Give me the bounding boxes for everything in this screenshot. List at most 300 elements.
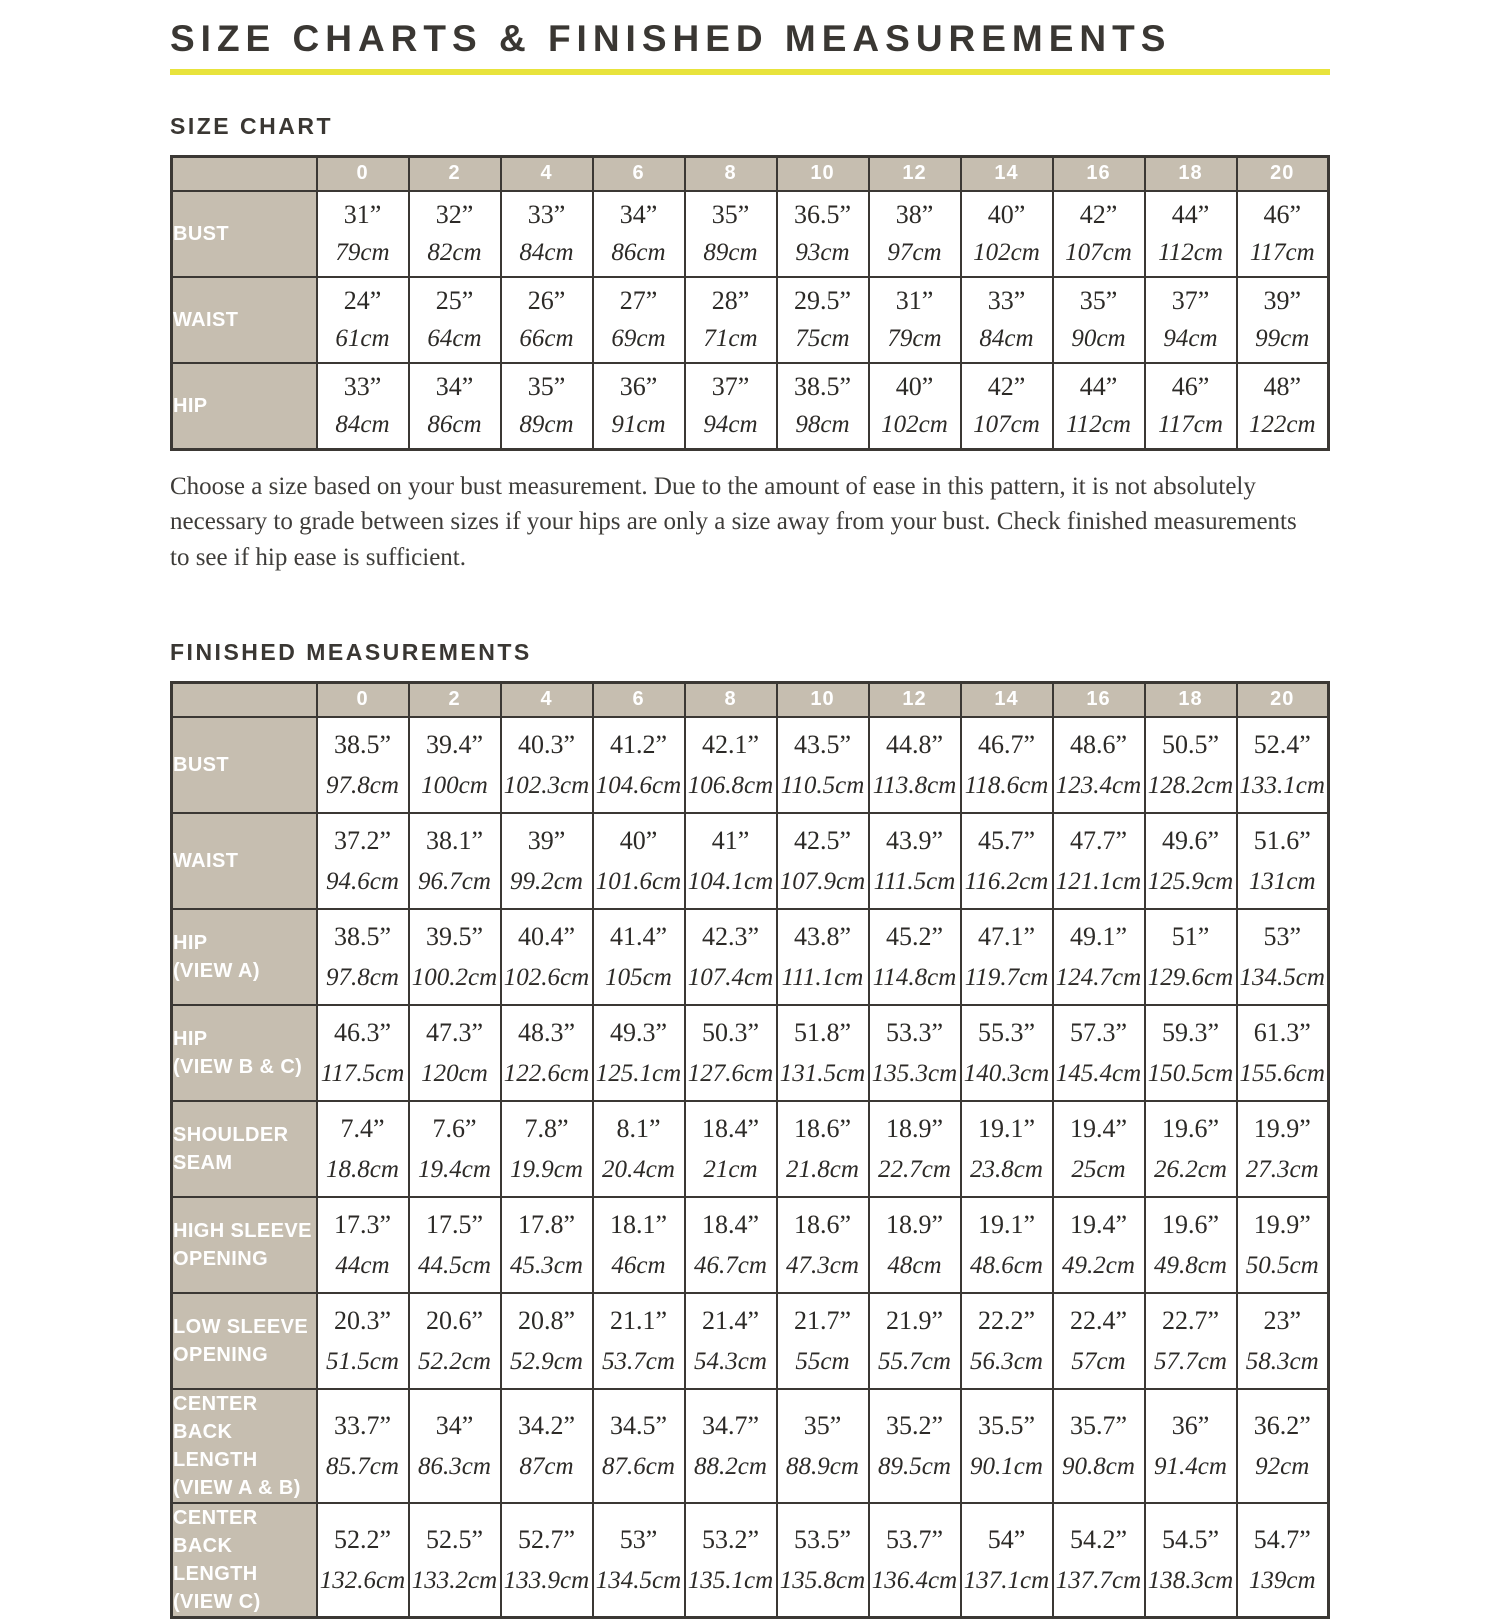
measurement-cell	[685, 1005, 777, 1101]
value-cm: 86.3cm	[418, 1452, 491, 1480]
measurement-cell	[501, 909, 593, 1005]
value-inches: 49.1”	[1069, 921, 1128, 951]
value-inches: 45.7”	[977, 825, 1036, 855]
value-cm: 91.4cm	[1154, 1452, 1227, 1480]
measurement-cell	[961, 1005, 1053, 1101]
value-inches: 19.1”	[977, 1113, 1036, 1143]
value-inches: 40”	[987, 200, 1026, 230]
value-inches: 17.8”	[517, 1209, 576, 1239]
value-inches: 35”	[803, 1410, 842, 1440]
size-header-cell: 10	[777, 157, 869, 191]
measurement-cell	[409, 277, 501, 363]
size-header-cell: 6	[593, 157, 685, 191]
measurement-cell	[961, 1389, 1053, 1503]
value-inches: 48.6”	[1069, 729, 1128, 759]
value-inches: 22.7”	[1161, 1305, 1220, 1335]
value-inches: 39.4”	[425, 729, 484, 759]
value-inches: 19.1”	[977, 1209, 1036, 1239]
value-cm: 21cm	[703, 1155, 758, 1183]
measurement-cell	[1237, 813, 1329, 909]
row-label: HIP	[172, 363, 317, 450]
value-inches: 53.2”	[701, 1524, 760, 1554]
value-cm: 46.7cm	[694, 1251, 767, 1279]
measurement-cell	[777, 1503, 869, 1618]
value-inches: 59.3”	[1161, 1017, 1220, 1047]
value-cm: 55cm	[795, 1347, 850, 1375]
value-cm: 102.6cm	[503, 963, 590, 991]
value-cm: 44.5cm	[418, 1251, 491, 1279]
value-cm: 138.3cm	[1147, 1566, 1234, 1594]
finished-measurements-table-grid	[170, 681, 1330, 1619]
value-inches: 32”	[435, 200, 474, 230]
value-cm: 150.5cm	[1147, 1059, 1234, 1087]
value-cm: 87cm	[519, 1452, 574, 1480]
size-header-cell: 4	[501, 683, 593, 717]
measurement-cell	[501, 717, 593, 813]
measurement-cell	[869, 1389, 961, 1503]
value-inches: 37.2”	[333, 825, 392, 855]
value-inches: 28”	[711, 286, 750, 316]
value-inches: 18.1”	[609, 1209, 668, 1239]
value-inches: 50.5”	[1161, 729, 1220, 759]
value-inches: 33.7”	[333, 1410, 392, 1440]
size-header-cell: 20	[1237, 683, 1329, 717]
value-cm: 121.1cm	[1055, 867, 1142, 895]
size-chart-heading: SIZE CHART	[170, 113, 333, 139]
measurement-cell	[1237, 1389, 1329, 1503]
size-header-cell: 10	[777, 683, 869, 717]
row-label: LOW SLEEVE OPENING	[172, 1293, 317, 1389]
value-inches: 20.6”	[425, 1305, 484, 1335]
table-row	[172, 1389, 1329, 1503]
measurement-cell	[317, 1005, 409, 1101]
size-header-cell: 12	[869, 683, 961, 717]
measurement-cell	[593, 1503, 685, 1618]
value-cm: 57cm	[1071, 1347, 1126, 1375]
value-cm: 90.8cm	[1062, 1452, 1135, 1480]
measurement-cell	[409, 1101, 501, 1197]
measurement-cell	[1145, 813, 1237, 909]
measurement-cell	[685, 909, 777, 1005]
value-cm: 112cm	[1158, 238, 1223, 266]
value-cm: 155.6cm	[1239, 1059, 1325, 1087]
value-cm: 69cm	[611, 324, 666, 352]
value-cm: 20.4cm	[602, 1155, 675, 1183]
value-inches: 31”	[343, 200, 382, 230]
value-cm: 134.5cm	[1239, 963, 1325, 991]
table-row	[172, 1197, 1329, 1293]
value-inches: 31”	[895, 286, 934, 316]
value-inches: 35”	[527, 372, 566, 402]
value-cm: 89cm	[519, 410, 574, 438]
value-inches: 54”	[987, 1524, 1026, 1554]
value-inches: 35”	[1079, 286, 1118, 316]
value-cm: 99cm	[1255, 324, 1310, 352]
measurement-cell	[1145, 1197, 1237, 1293]
size-header-cell: 18	[1145, 157, 1237, 191]
value-inches: 7.6”	[432, 1113, 477, 1143]
value-inches: 34.2”	[517, 1410, 576, 1440]
value-inches: 24”	[343, 286, 382, 316]
value-cm: 58.3cm	[1245, 1347, 1319, 1375]
value-cm: 79cm	[887, 324, 942, 352]
value-cm: 22.7cm	[878, 1155, 951, 1183]
measurement-cell	[1053, 1503, 1145, 1618]
value-inches: 49.6”	[1161, 825, 1220, 855]
value-inches: 48.3”	[517, 1017, 576, 1047]
size-header-cell: 8	[685, 683, 777, 717]
value-cm: 97.8cm	[326, 963, 399, 991]
value-cm: 110.5cm	[780, 771, 865, 799]
value-inches: 38.5”	[333, 729, 392, 759]
table-row	[172, 1293, 1329, 1389]
value-cm: 84cm	[519, 238, 574, 266]
value-inches: 36.2”	[1253, 1410, 1311, 1440]
value-inches: 35.7”	[1069, 1410, 1128, 1440]
value-cm: 134.5cm	[595, 1566, 682, 1594]
measurement-cell	[777, 1389, 869, 1503]
value-cm: 94.6cm	[326, 867, 399, 895]
row-label: CENTER BACK LENGTH (VIEW A & B)	[172, 1389, 317, 1503]
value-cm: 107cm	[1065, 238, 1132, 266]
value-inches: 38.1”	[425, 825, 484, 855]
value-cm: 122cm	[1248, 410, 1316, 438]
table-row	[172, 813, 1329, 909]
measurement-cell	[1053, 1005, 1145, 1101]
measurement-cell	[685, 1101, 777, 1197]
value-cm: 88.2cm	[694, 1452, 767, 1480]
measurement-cell	[1237, 1197, 1329, 1293]
value-cm: 129.6cm	[1147, 963, 1234, 991]
value-inches: 51.6”	[1253, 825, 1311, 855]
measurement-cell	[501, 1005, 593, 1101]
measurement-cell	[593, 1101, 685, 1197]
measurement-cell	[501, 1101, 593, 1197]
value-cm: 56.3cm	[970, 1347, 1043, 1375]
value-cm: 104.6cm	[595, 771, 682, 799]
measurement-cell	[409, 1389, 501, 1503]
measurement-cell	[501, 191, 593, 277]
value-inches: 46”	[1263, 200, 1302, 230]
size-header-row	[172, 157, 1329, 191]
value-inches: 33”	[987, 286, 1026, 316]
value-cm: 107.9cm	[779, 867, 866, 895]
measurement-cell	[777, 813, 869, 909]
measurement-cell	[961, 1293, 1053, 1389]
finished-measurements-heading: FINISHED MEASUREMENTS	[170, 639, 532, 665]
value-inches: 26”	[527, 286, 566, 316]
measurement-cell	[317, 1503, 409, 1618]
value-inches: 57.3”	[1069, 1017, 1128, 1047]
table-row	[172, 717, 1329, 813]
value-inches: 19.9”	[1253, 1209, 1311, 1239]
value-cm: 51.5cm	[326, 1347, 399, 1375]
measurement-cell	[501, 1389, 593, 1503]
measurement-cell	[409, 191, 501, 277]
value-cm: 117.5cm	[320, 1059, 405, 1087]
value-inches: 34”	[435, 1410, 474, 1440]
measurement-cell	[593, 277, 685, 363]
measurement-cell	[869, 1101, 961, 1197]
value-inches: 40.4”	[517, 921, 576, 951]
value-inches: 52.7”	[517, 1524, 576, 1554]
value-cm: 91cm	[611, 410, 666, 438]
measurement-cell	[409, 1293, 501, 1389]
value-cm: 27.3cm	[1245, 1155, 1319, 1183]
value-cm: 93cm	[795, 238, 850, 266]
value-cm: 92cm	[1255, 1452, 1310, 1480]
value-cm: 137.7cm	[1055, 1566, 1142, 1594]
measurement-cell	[961, 1503, 1053, 1618]
value-inches: 53.5”	[793, 1524, 852, 1554]
value-cm: 131.5cm	[779, 1059, 866, 1087]
value-inches: 18.6”	[793, 1113, 852, 1143]
size-header-cell: 2	[409, 683, 501, 717]
value-cm: 71cm	[703, 324, 758, 352]
value-inches: 54.2”	[1069, 1524, 1128, 1554]
value-inches: 7.8”	[524, 1113, 569, 1143]
measurement-cell	[1237, 1101, 1329, 1197]
measurement-cell	[869, 717, 961, 813]
measurement-cell	[777, 1293, 869, 1389]
page-title: SIZE CHARTS & FINISHED MEASUREMENTS	[170, 18, 1172, 59]
value-inches: 18.4”	[701, 1113, 760, 1143]
value-cm: 53.7cm	[602, 1347, 675, 1375]
table-row	[172, 277, 1329, 363]
value-inches: 21.9”	[885, 1305, 944, 1335]
value-cm: 82cm	[427, 238, 482, 266]
value-cm: 90.1cm	[970, 1452, 1043, 1480]
value-inches: 42.3”	[701, 921, 760, 951]
measurement-cell	[1053, 277, 1145, 363]
value-inches: 19.4”	[1069, 1113, 1128, 1143]
size-note: Choose a size based on your bust measurement. Due to the amount of ease in this pattern, it is not absolutely necessary to grade between sizes if your hips are only a size away from your bust. Check finished measurements to see if hip ease is sufficient.	[170, 472, 1297, 571]
measurement-cell	[409, 909, 501, 1005]
value-inches: 17.3”	[333, 1209, 392, 1239]
value-cm: 98cm	[795, 410, 850, 438]
value-inches: 19.9”	[1253, 1113, 1311, 1143]
measurement-cell	[1145, 1503, 1237, 1618]
row-label: BUST	[172, 191, 317, 277]
value-cm: 123.4cm	[1055, 771, 1142, 799]
measurement-cell	[961, 277, 1053, 363]
value-cm: 86cm	[611, 238, 666, 266]
value-cm: 140.3cm	[963, 1059, 1050, 1087]
value-inches: 40”	[895, 372, 934, 402]
value-inches: 41.2”	[609, 729, 668, 759]
measurement-cell	[593, 1293, 685, 1389]
value-cm: 97.8cm	[326, 771, 399, 799]
value-inches: 38”	[895, 200, 934, 230]
measurement-cell	[1145, 277, 1237, 363]
measurement-cell	[685, 813, 777, 909]
value-inches: 34.7”	[701, 1410, 760, 1440]
measurement-cell	[1145, 717, 1237, 813]
table-row	[172, 191, 1329, 277]
value-inches: 53.3”	[885, 1017, 944, 1047]
measurement-cell	[317, 191, 409, 277]
value-cm: 97cm	[887, 238, 942, 266]
measurement-cell	[1053, 909, 1145, 1005]
value-cm: 99.2cm	[510, 867, 583, 895]
measurement-cell	[317, 813, 409, 909]
measurement-cell	[1053, 813, 1145, 909]
value-inches: 46”	[1171, 372, 1210, 402]
corner-cell	[172, 683, 317, 717]
value-cm: 112cm	[1066, 410, 1131, 438]
size-header-row	[172, 683, 1329, 717]
size-header-cell: 18	[1145, 683, 1237, 717]
value-cm: 135.8cm	[779, 1566, 866, 1594]
measurement-cell	[869, 1293, 961, 1389]
value-cm: 120cm	[421, 1059, 488, 1087]
row-label: HIP (VIEW A)	[172, 909, 317, 1005]
measurement-cell	[961, 909, 1053, 1005]
value-inches: 47.7”	[1069, 825, 1128, 855]
value-cm: 133.2cm	[411, 1566, 498, 1594]
value-inches: 18.6”	[793, 1209, 852, 1239]
measurement-cell	[501, 813, 593, 909]
value-cm: 44cm	[335, 1251, 390, 1279]
measurement-cell	[685, 717, 777, 813]
measurement-cell	[317, 1101, 409, 1197]
value-cm: 96.7cm	[418, 867, 491, 895]
value-cm: 124.7cm	[1055, 963, 1142, 991]
size-header-cell: 0	[317, 683, 409, 717]
row-label: CENTER BACK LENGTH (VIEW C)	[172, 1503, 317, 1618]
measurement-cell	[409, 1197, 501, 1293]
value-inches: 44”	[1079, 372, 1118, 402]
measurement-cell	[685, 1389, 777, 1503]
value-cm: 102.3cm	[503, 771, 590, 799]
measurement-cell	[869, 191, 961, 277]
measurement-cell	[593, 1005, 685, 1101]
measurement-cell	[409, 717, 501, 813]
value-cm: 19.4cm	[418, 1155, 491, 1183]
value-cm: 106.8cm	[687, 771, 774, 799]
table-row	[172, 1005, 1329, 1101]
value-cm: 18.8cm	[326, 1155, 399, 1183]
value-cm: 47.3cm	[786, 1251, 859, 1279]
value-inches: 46.7”	[977, 729, 1036, 759]
measurement-cell	[961, 813, 1053, 909]
value-inches: 22.4”	[1069, 1305, 1128, 1335]
value-inches: 53.7”	[885, 1524, 944, 1554]
value-inches: 19.6”	[1161, 1209, 1220, 1239]
measurement-cell	[777, 191, 869, 277]
measurement-cell	[409, 1005, 501, 1101]
finished-measurements-table	[170, 681, 1330, 1619]
size-header-cell: 14	[961, 157, 1053, 191]
measurement-cell	[593, 813, 685, 909]
value-inches: 40”	[619, 825, 658, 855]
measurement-cell	[1237, 1005, 1329, 1101]
size-header-cell: 16	[1053, 683, 1145, 717]
value-cm: 49.2cm	[1062, 1251, 1135, 1279]
value-cm: 94cm	[1163, 324, 1218, 352]
value-cm: 25cm	[1071, 1155, 1126, 1183]
measurement-cell	[961, 1197, 1053, 1293]
measurement-cell	[593, 1197, 685, 1293]
value-cm: 88.9cm	[786, 1452, 859, 1480]
row-sublabel: (VIEW C)	[173, 1590, 261, 1613]
value-cm: 132.6cm	[319, 1566, 406, 1594]
value-cm: 131cm	[1248, 867, 1316, 895]
value-inches: 21.7”	[793, 1305, 852, 1335]
measurement-cell	[869, 1005, 961, 1101]
value-inches: 17.5”	[425, 1209, 484, 1239]
value-cm: 137.1cm	[963, 1566, 1050, 1594]
value-cm: 104.1cm	[687, 867, 774, 895]
value-inches: 34”	[619, 200, 658, 230]
size-header-cell: 14	[961, 683, 1053, 717]
value-cm: 100.2cm	[411, 963, 498, 991]
value-inches: 33”	[343, 372, 382, 402]
value-inches: 45.2”	[885, 921, 944, 951]
measurement-cell	[1053, 717, 1145, 813]
value-cm: 107.4cm	[687, 963, 774, 991]
value-cm: 102cm	[881, 410, 948, 438]
measurement-cell	[1053, 1197, 1145, 1293]
value-inches: 47.3”	[425, 1017, 484, 1047]
value-inches: 36”	[619, 372, 658, 402]
row-label: WAIST	[172, 813, 317, 909]
measurement-cell	[777, 1197, 869, 1293]
measurement-cell	[1053, 191, 1145, 277]
value-cm: 133.9cm	[503, 1566, 590, 1594]
measurement-cell	[685, 363, 777, 450]
value-inches: 21.4”	[701, 1305, 760, 1335]
value-inches: 38.5”	[793, 372, 852, 402]
value-inches: 37”	[1171, 286, 1210, 316]
value-cm: 119.7cm	[964, 963, 1049, 991]
value-cm: 85.7cm	[326, 1452, 399, 1480]
measurement-cell	[1237, 277, 1329, 363]
value-cm: 100cm	[421, 771, 488, 799]
value-inches: 25”	[435, 286, 474, 316]
measurement-cell	[777, 909, 869, 1005]
value-inches: 43.8”	[793, 921, 852, 951]
value-cm: 136.4cm	[871, 1566, 958, 1594]
value-inches: 29.5”	[793, 286, 852, 316]
value-cm: 46cm	[611, 1251, 666, 1279]
value-cm: 49.8cm	[1154, 1251, 1227, 1279]
value-cm: 45.3cm	[510, 1251, 583, 1279]
measurement-cell	[1237, 1503, 1329, 1618]
value-cm: 64cm	[427, 324, 482, 352]
measurement-cell	[961, 717, 1053, 813]
table-row	[172, 363, 1329, 450]
measurement-cell	[1237, 363, 1329, 450]
size-chart-table-grid	[170, 155, 1330, 451]
title-underline	[170, 69, 1330, 75]
measurement-cell	[593, 191, 685, 277]
value-cm: 94cm	[703, 410, 758, 438]
size-header-cell: 20	[1237, 157, 1329, 191]
measurement-cell	[1053, 1389, 1145, 1503]
measurement-cell	[1237, 909, 1329, 1005]
value-cm: 19.9cm	[510, 1155, 583, 1183]
value-inches: 20.3”	[333, 1305, 392, 1335]
value-cm: 118.6cm	[964, 771, 1049, 799]
measurement-cell	[317, 277, 409, 363]
value-cm: 139cm	[1248, 1566, 1316, 1594]
value-cm: 117cm	[1249, 238, 1315, 266]
measurement-cell	[869, 813, 961, 909]
value-inches: 22.2”	[977, 1305, 1036, 1335]
size-header-cell: 16	[1053, 157, 1145, 191]
measurement-cell	[869, 909, 961, 1005]
